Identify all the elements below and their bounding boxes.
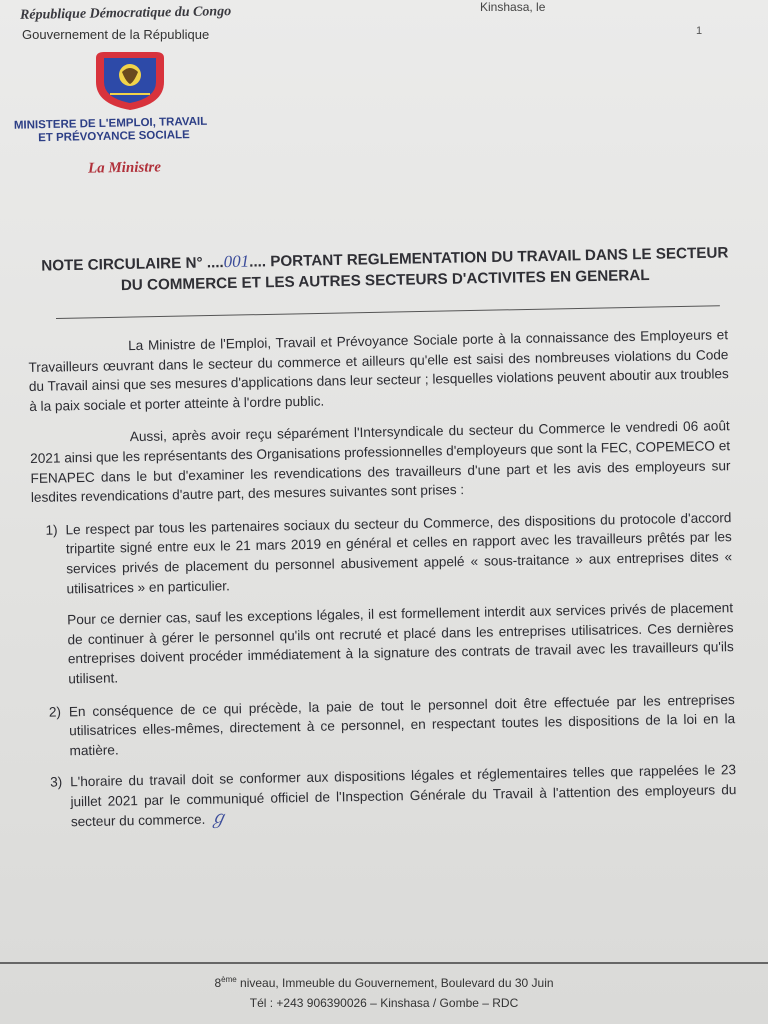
republic-header: République Démocratique du Congo — [19, 4, 232, 23]
floor-suffix: ème — [221, 975, 237, 984]
paragraph-sub-note: Pour ce dernier cas, sauf les exceptions légales, il est formellement interdit aux services privés de placement de continuer à gérer le personnel qu'ils ont recruté et placé dans les entreprises utilisatrices. Ces dernières entreprises doivent procéder immédiatement à la signature des contrats de travail avec les travailleurs qu'ils utilisent. — [67, 600, 734, 687]
footer — [0, 970, 768, 1013]
measures-list-continued — [35, 690, 737, 833]
circular-number: 001 — [223, 251, 250, 272]
document-body — [28, 325, 737, 845]
government-header: Gouvernement de la République — [22, 27, 210, 42]
list-marker: 2) — [48, 703, 62, 720]
list-marker: 3) — [50, 774, 63, 790]
ministry-line-2: ET PRÉVOYANCE SOCIALE — [38, 129, 190, 145]
address-text: niveau, Immeuble du Gouvernement, Boulevard du 30 Juin — [236, 976, 554, 990]
signatory-title: La Ministre — [87, 159, 162, 177]
city-date: Kinshasa, le — [480, 0, 546, 14]
title-suffix: .... PORTANT REGLEMENTATION DU TRAVAIL DANS LE SECTEUR DU COMMERCE ET LES AUTRES SECTEURS D'ACTIVITES EN GENERAL — [120, 244, 729, 295]
list-item-text: En conséquence de ce qui précède, la paie de tout le personnel doit être effectuée par les entreprises utilisatrices elles-mêmes, directement à ce personnel, en respectant toutes les dispositions de la loi en la matière. — [68, 691, 736, 758]
paragraph-context: Aussi, après avoir reçu séparément l'Intersyndicale du secteur du Commerce le vendredi 06 août 2021 ainsi que les représentants des Organisations professionnelles d'employeurs que sont la FEC, COPEMECO et FENAPEC dans le but d'examiner les revendications des travailleurs d'une part et les avis des employeurs sur lesdites revendications d'autre part, des mesures suivantes sont prises : — [30, 418, 731, 506]
title-prefix: NOTE CIRCULAIRE N° .... — [41, 254, 224, 275]
ministry-line-1: MINISTERE DE L'EMPLOI, TRAVAIL — [13, 115, 208, 132]
list-item — [36, 760, 737, 833]
circular-title — [40, 241, 731, 297]
footer-divider — [0, 962, 768, 964]
ministry-name — [14, 114, 274, 145]
list-item-text: L'horaire du travail doit se conformer aux dispositions légales et réglementaires telles que rappelées le 23 juillet 2021 par le communiqué officiel de l'Inspection Générale du Travail à l'attention des employeurs du secteur du commerce. — [70, 762, 737, 830]
coat-of-arms-emblem-icon — [90, 48, 170, 112]
footer-contact: Tél : +243 906390026 – Kinshasa / Gombe – RDC — [249, 996, 519, 1010]
list-item-text: Le respect par tous les partenaires sociaux du secteur du Commerce, des dispositions du protocole d'accord tripartite signé entre eux le 21 mars 2019 en général et celles en rapport avec les travailleurs prêtés par les services privés de placement du personnel abusivement appelé « sous-traitance » aux entreprises dites « utilisatrices » en particulier. — [65, 509, 733, 596]
measures-list — [31, 508, 732, 599]
page-number: 1 — [696, 25, 703, 37]
list-marker: 1) — [45, 522, 58, 538]
list-item — [31, 508, 732, 599]
title-underline — [56, 305, 720, 319]
paragraph-intro: La Ministre de l'Emploi, Travail et Prévoyance Sociale porte à la connaissance des Employeurs et Travailleurs œuvrant dans le secteur du commerce et ailleurs qu'elle est saisi des nombreuses violations du Code du Travail ainsi que ses mesures d'applications dans leur secteur ; lesquelles violations peuvent aboutir aux troubles à la paix sociale et porter atteinte à l'ordre public. — [28, 327, 729, 414]
footer-address — [0, 970, 768, 993]
list-item — [35, 690, 736, 762]
handwritten-initials: ℊ — [209, 807, 228, 829]
floor-number: 8 — [214, 976, 222, 990]
